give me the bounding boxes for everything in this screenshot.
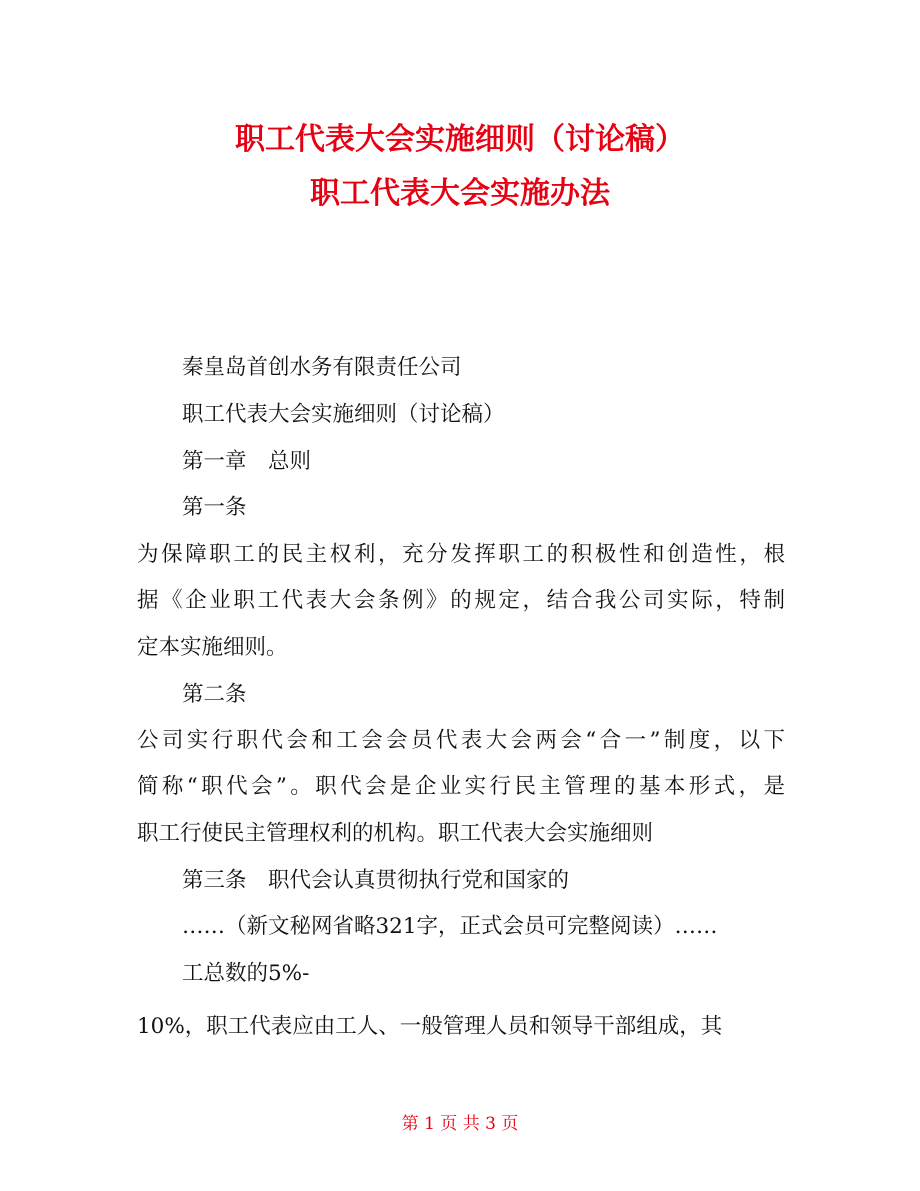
article2-text-line2: 简称“职代会”。职代会是企业实行民主管理的基本形式，是 <box>137 774 785 799</box>
article1-text-line2: 据《企业职工代表大会条例》的规定，结合我公司实际，特制 <box>137 588 785 613</box>
article1-heading: 第一条 <box>182 495 247 520</box>
article2-text-line1: 公司实行职代会和工会会员代表大会两会“合一”制度，以下 <box>137 728 785 753</box>
continuation-line1: 工总数的5%- <box>182 961 310 986</box>
document-title: 职工代表大会实施细则（讨论稿） <box>235 122 685 157</box>
company-name: 秦皇岛首创水务有限责任公司 <box>182 355 462 380</box>
continuation-line2: 10%，职工代表应由工人、一般管理人员和领导干部组成，其 <box>137 1014 723 1039</box>
page-footer: 第 1 页 共 3 页 <box>401 1114 519 1134</box>
article1-text-line3: 定本实施细则。 <box>137 635 288 660</box>
chapter-heading: 第一章 总则 <box>182 449 312 474</box>
article1-text-line1: 为保障职工的民主权利，充分发挥职工的积极性和创造性，根 <box>137 542 785 567</box>
article2-text-line3: 职工行使民主管理权利的机构。职工代表大会实施细则 <box>137 821 654 846</box>
article2-heading: 第二条 <box>182 682 247 707</box>
article3-text: 第三条 职代会认真贯彻执行党和国家的 <box>182 868 570 893</box>
doc-name: 职工代表大会实施细则（讨论稿） <box>182 402 505 427</box>
document-subtitle: 职工代表大会实施办法 <box>310 176 610 211</box>
omitted-notice: ……（新文秘网省略321字，正式会员可完整阅读）…… <box>182 914 718 939</box>
